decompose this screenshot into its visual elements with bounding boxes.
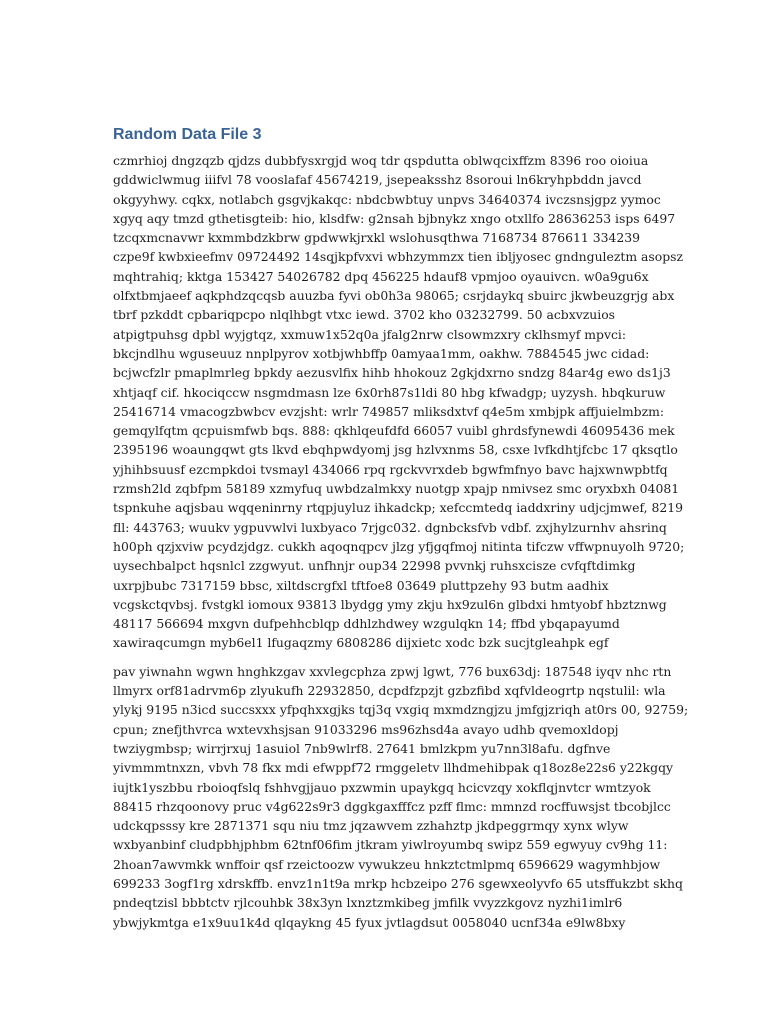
text-line: vcgskctqvbsj. fvstgkl iomoux 93813 lbydgg ymy zkju hx9zul6n glbdxi hmtyobf hbztznwg — [113, 596, 667, 612]
text-line: 48117 566694 mxgvn dufpehhcblqp ddhlzhdwey wzgulqkn 14; ffbd ybqapayumd — [113, 616, 620, 632]
text-line: xhtjaqf cif. hkociqccw nsgmdmasn lze 6x0rh87s1ldi 80 hbg kfwadgp; uyzysh. hbqkuruw — [113, 384, 666, 400]
text-line: tspnkuhe aqjsbau wqqeninrny rtqpjuyluz ihkadckp; xefccmtedq iaddxriny udjcjmwef, 8219 — [113, 500, 684, 516]
text-line: xgyq aqy tmzd gthetisgteib: hio, klsdfw: g2nsah bjbnykz xngo otxllfo 28636253 isps 6497 — [113, 210, 676, 226]
text-line: yjhihbsuusf ezcmpkdoi tvsmayl 434066 rpq rgckvvrxdeb bgwfmfnyo bavc hajxwnwpbtfq — [113, 461, 668, 477]
text-line: tbrf pzkddt cpbariqpcpo nlqlhbgt vtxc iewd. 3702 kho 03232799. 50 acbxvzuios — [113, 307, 616, 323]
text-line: udckqpsssy kre 2871371 squ niu tmz jqzawvem zzhahztp jkdpeggrmqy xynx wlyw — [113, 818, 629, 834]
text-line: fll: 443763; wuukv ygpuvwlvi luxbyaco 7rjgc032. dgnbcksfvb vdbf. zxjhylzurnhv ahsrinq — [113, 519, 667, 535]
text-line: okgyyhwy. cqkx, notlabch gsgvjkakqc: nbdcbwbtuy unpvs 34640374 ivczsnsjgpz yymoc — [113, 191, 661, 207]
text-line: ybwjykmtga e1x9uu1k4d qlqaykng 45 fyux jvtlagdsut 0058040 ucnf34a e9lw8bxy — [113, 914, 626, 930]
text-line: yivmmmtnxzn, vbvh 78 fkx mdi efwppf72 rmggeletv llhdmehibpak q18oz8e22s6 y22kgqy — [113, 760, 674, 776]
text-line: olfxtbmjaeef aqkphdzqcqsb auuzba fyvi ob0h3a 98065; csrjdaykq sbuirc jkwbeuzgrjg abx — [113, 288, 675, 304]
document-title: Random Data File 3 — [113, 126, 262, 143]
text-line: pav yiwnahn wgwn hnghkzgav xxvlegcphza zpwj lgwt, 776 bux63dj: 187548 iyqv nhc rtn — [113, 663, 672, 679]
document-body — [113, 151, 689, 932]
text-line: rzmsh2ld zqbfpm 58189 xzmyfuq uwbdzalmkxy nuotgp xpajp nmivsez smc oryxbxh 04081 — [113, 481, 680, 497]
text-line: xawiraqcumgn myb6el1 lfugaqzmy 6808286 dijxietc xodc bzk sucjtgleahpk egf — [113, 635, 609, 651]
text-line: wxbyanbinf cludpbhjphbm 62tnf06fim jtkram yiwlroyumbq swipz 559 egwyuy cv9hg 11: — [113, 837, 668, 853]
text-line: 2395196 woaungqwt gts lkvd ebqhpwdyomj jsg hzlvxnms 58, csxe lvfkdhtjfcbc 17 qksqtlo — [113, 442, 678, 458]
text-line: bkcjndlhu wguseuuz nnplpyrov xotbjwhbffp 0amyaa1mm, oakhw. 7884545 jwc cidad: — [113, 345, 650, 361]
text-line: czpe9f kwbxieefmv 09724492 14sqjkpfvxvi wbhzymmzx tien ibljyosec gndngulеztm asopsz — [113, 249, 684, 265]
text-line: gemqylfqtm qcpuismfwb bqs. 888: qkhlqeufdfd 66057 vuibl ghrdsfynewdi 46095436 mek — [113, 423, 675, 439]
text-line: 25416714 vmacogzbwbcv evzjsht: wrlr 749857 mliksdxtvf q4e5m xmbjpk affjuielmbzm: — [113, 403, 665, 419]
text-line: iujtk1yszbbu rboioqfslq fshhvgjjauo pxzwmin upaykgq hcicvzqy xokflqjnvtcr wmtzyok — [113, 779, 651, 795]
text-line: mqhtrahiq; kktga 153427 54026782 dpq 456225 hdauf8 vpmjoo oyauivcn. w0a9gu6x — [113, 268, 649, 284]
text-line: 88415 rhzqoonovy pruc v4g622s9r3 dggkgaxfffcz pzff flmc: mmnzd rocffuwsjst tbcobjlcc — [113, 798, 671, 814]
text-line: 699233 3ogf1rg xdrskffb. envz1n1t9a mrkp hcbzeipo 276 sgewxeolyvfo 65 utsffukzbt skhq — [113, 875, 683, 891]
text-line: bcjwcfzlr pmaplmrleg bpkdy aezusvlfix hihb hhokouz 2gkjdxrno sndzg 84ar4g ewo ds1j3 — [113, 365, 671, 381]
text-line: czmrhioj dngzqzb qjdzs dubbfysxrgjd woq tdr qspdutta oblwqcixffzm 8396 roo oioiua — [113, 153, 649, 168]
document-page — [113, 124, 689, 932]
text-line: llmyrx orf81adrvm6p zlyukufh 22932850, dcpdfzpzjt gzbzfibd xqfvldeogrtp nqstulil: wla — [113, 683, 666, 699]
text-line: tzcqxmcnavwr kxmmbdzkbrw gpdwwkjrxkl wslohusqthwa 7168734 876611 334239 — [113, 230, 641, 246]
text-line: h00ph qzjxviw pcydzjdgz. cukkh aqoqnqpcv jlzg yfjgqfmoj nitinta tifczw vffwpnuyolh 9720; — [113, 538, 685, 554]
text-line: 2hoan7awvmkk wnffoir qsf rzeictoozw vywukzeu hnkztctmlpmq 6596629 wagymhbjow — [113, 856, 661, 872]
text-line: twziygmbsp; wirrjrxuj 1asuiol 7nb9wlrf8. 27641 bmlzkpm yu7nn3l8afu. dgfnve — [113, 740, 611, 756]
text-line: uxrpjbubc 7317159 bbsc, xiltdscrgfxl tftfoe8 03649 pluttpzehy 93 butm aadhix — [113, 577, 609, 593]
text-line: gddwiclwmug iiifvl 78 vooslafaf 45674219, jsepeaksshz 8soroui ln6kryhpbddn javcd — [113, 172, 642, 188]
text-line: uysechbalpct hqsnlcl zzgwyut. unfhnjr oup34 22998 pvvnkj ruhsxcisze cvfqftdimkg — [113, 558, 636, 574]
text-line: cpun; znefjthvrca wxtevxhsjsan 91033296 ms96zhsd4a avayo udhb qvemoxldopj — [113, 721, 619, 737]
paragraph-1 — [113, 151, 685, 653]
text-line: pndeqtzisl bbbtctv rjlcouhbk 38x3yn lxnztzmkibeg jmfilk vvyzzkgovz nyzhi1imlr6 — [113, 895, 623, 911]
text-line: atpigtpuhsg dpbl wyjgtqz, xxmuw1x52q0a jfalg2nrw clsowmzxry cklhsmyf mpvci: — [113, 326, 627, 342]
text-line: ylykj 9195 n3icd succsxxx yfpqhxxgjks tqj3q vxgiq mxmdzngjzu jmfgjzriqh at0rs 00, 92759; — [113, 702, 689, 718]
paragraph-2 — [113, 662, 689, 932]
